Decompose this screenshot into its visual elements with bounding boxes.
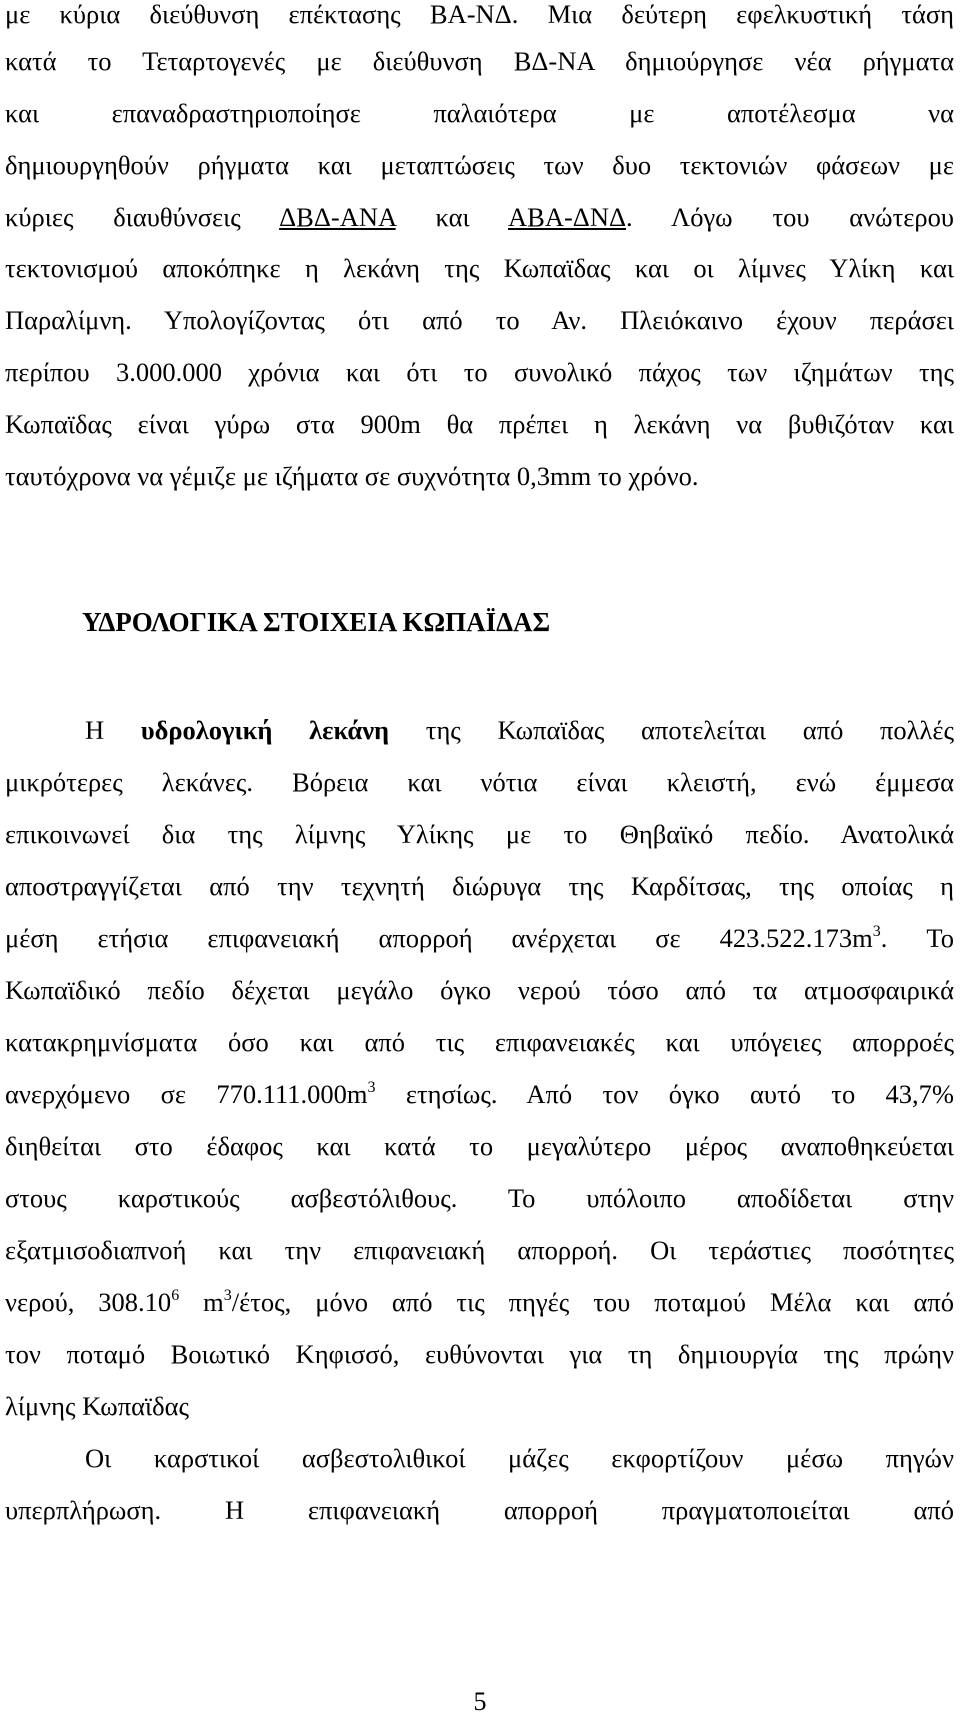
paragraph1-line: δημιουργηθούν ρήγματα και μεταπτώσεις των δυο τεκτονιών φάσεων με: [5, 150, 954, 180]
paragraph2-line: λίμνης Κωπαϊδας: [5, 1391, 189, 1421]
paragraph1-line: κατά το Τεταρτογενές με διεύθυνση ΒΔ-ΝΑ δημιούργησε νέα ρήγματα: [5, 46, 954, 76]
paragraph2-line: τον ποταμό Βοιωτικό Κηφισσό, ευθύνονται για τη δημιουργία της πρώην: [5, 1339, 954, 1369]
paragraph2-line: διηθείται στο έδαφος και κατά το μεγαλύτερο μέρος αναποθηκεύεται: [5, 1131, 954, 1161]
superscript: 3: [872, 923, 881, 940]
text-run: m: [179, 1287, 224, 1317]
paragraph2-line: αποστραγγίζεται από την τεχνητή διώρυγα της Καρδίτσας, της οποίας η: [5, 871, 954, 901]
bold-term: υδρολογική λεκάνη: [140, 715, 390, 745]
paragraph1-line: με κύρια διεύθυνση επέκτασης ΒΑ-ΝΔ. Μια δεύτερη εφελκυστική τάση: [5, 0, 954, 29]
paragraph2-line: [5, 918, 954, 958]
text-run: νερού, 308.10: [5, 1287, 172, 1317]
paragraph2-line: κατακρημνίσματα όσο και από τις επιφανειακές και υπόγειες απορροές: [5, 1027, 954, 1057]
text-run: μέση ετήσια επιφανειακή απορροή ανέρχεται σε 423.522.173m: [5, 923, 873, 953]
paragraph2-line: επικοινωνεί δια της λίμνης Υλίκης με το Θηβαϊκό πεδίο. Ανατολικά: [5, 819, 954, 849]
paragraph1-line: και επαναδραστηριοποίησε παλαιότερα με αποτέλεσμα να: [5, 98, 954, 128]
text-run: /έτος, μόνο από τις πηγές του ποταμού Μέλα και από: [231, 1287, 954, 1317]
text-run: και: [395, 202, 508, 232]
paragraph2-line: [5, 1282, 954, 1322]
text-run: ανερχόμενο σε 770.111.000m: [5, 1079, 368, 1109]
text-run: της Κωπαϊδας αποτελείται από πολλές: [389, 715, 954, 745]
superscript: 3: [223, 1287, 232, 1304]
underlined-direction: ΑΒΑ-ΔΝΔ: [508, 202, 626, 232]
paragraph3-line: Οι καρστικοί ασβεστολιθικοί μάζες εκφορτίζουν μέσω πηγών: [85, 1443, 954, 1473]
underlined-direction: ΔΒΔ-ΑΝΑ: [279, 202, 396, 232]
paragraph2-line: [5, 710, 954, 750]
text-run: ετησίως. Από τον όγκο αυτό το 43,7%: [375, 1079, 954, 1109]
paragraph1-line: περίπου 3.000.000 χρόνια και ότι το συνολικό πάχος των ιζημάτων της: [5, 357, 954, 387]
superscript: 3: [367, 1079, 376, 1096]
text-run: κύριες διαυθύνσεις: [5, 202, 280, 232]
text-run: Η: [85, 715, 141, 745]
paragraph2-line: στους καρστικούς ασβεστόλιθους. Το υπόλοιπο αποδίδεται στην: [5, 1183, 954, 1213]
paragraph1-line: τεκτονισμού αποκόπηκε η λεκάνη της Κωπαϊδας και οι λίμνες Υλίκη και: [5, 253, 954, 283]
superscript: 6: [171, 1287, 180, 1304]
text-run: . Λόγω του ανώτερου: [626, 202, 954, 232]
paragraph1-line: Παραλίμνη. Υπολογίζοντας ότι από το Αν. Πλειόκαινο έχουν περάσει: [5, 305, 954, 335]
paragraph1-line: Κωπαϊδας είναι γύρω στα 900m θα πρέπει η λεκάνη να βυθιζόταν και: [5, 409, 954, 439]
section-heading: ΥΔΡΟΛΟΓΙΚΑ ΣΤΟΙΧΕΙΑ ΚΩΠΑΪΔΑΣ: [82, 607, 551, 637]
paragraph2-line: [5, 1074, 954, 1114]
text-run: . Το: [880, 923, 954, 953]
paragraph1-line: ταυτόχρονα να γέμιζε με ιζήματα σε συχνότητα 0,3mm το χρόνο.: [5, 461, 699, 491]
page-number: 5: [473, 1687, 487, 1716]
paragraph1-line: [5, 197, 954, 237]
paragraph2-line: Κωπαϊδικό πεδίο δέχεται μεγάλο όγκο νερού τόσο από τα ατμοσφαιρικά: [5, 975, 954, 1005]
paragraph2-line: εξατμισοδιαπνοή και την επιφανειακή απορροή. Οι τεράστιες ποσότητες: [5, 1235, 954, 1265]
paragraph2-line: μικρότερες λεκάνες. Βόρεια και νότια είναι κλειστή, ενώ έμμεσα: [5, 767, 954, 797]
paragraph3-line: υπερπλήρωση. Η επιφανειακή απορροή πραγματοποιείται από: [5, 1495, 954, 1525]
